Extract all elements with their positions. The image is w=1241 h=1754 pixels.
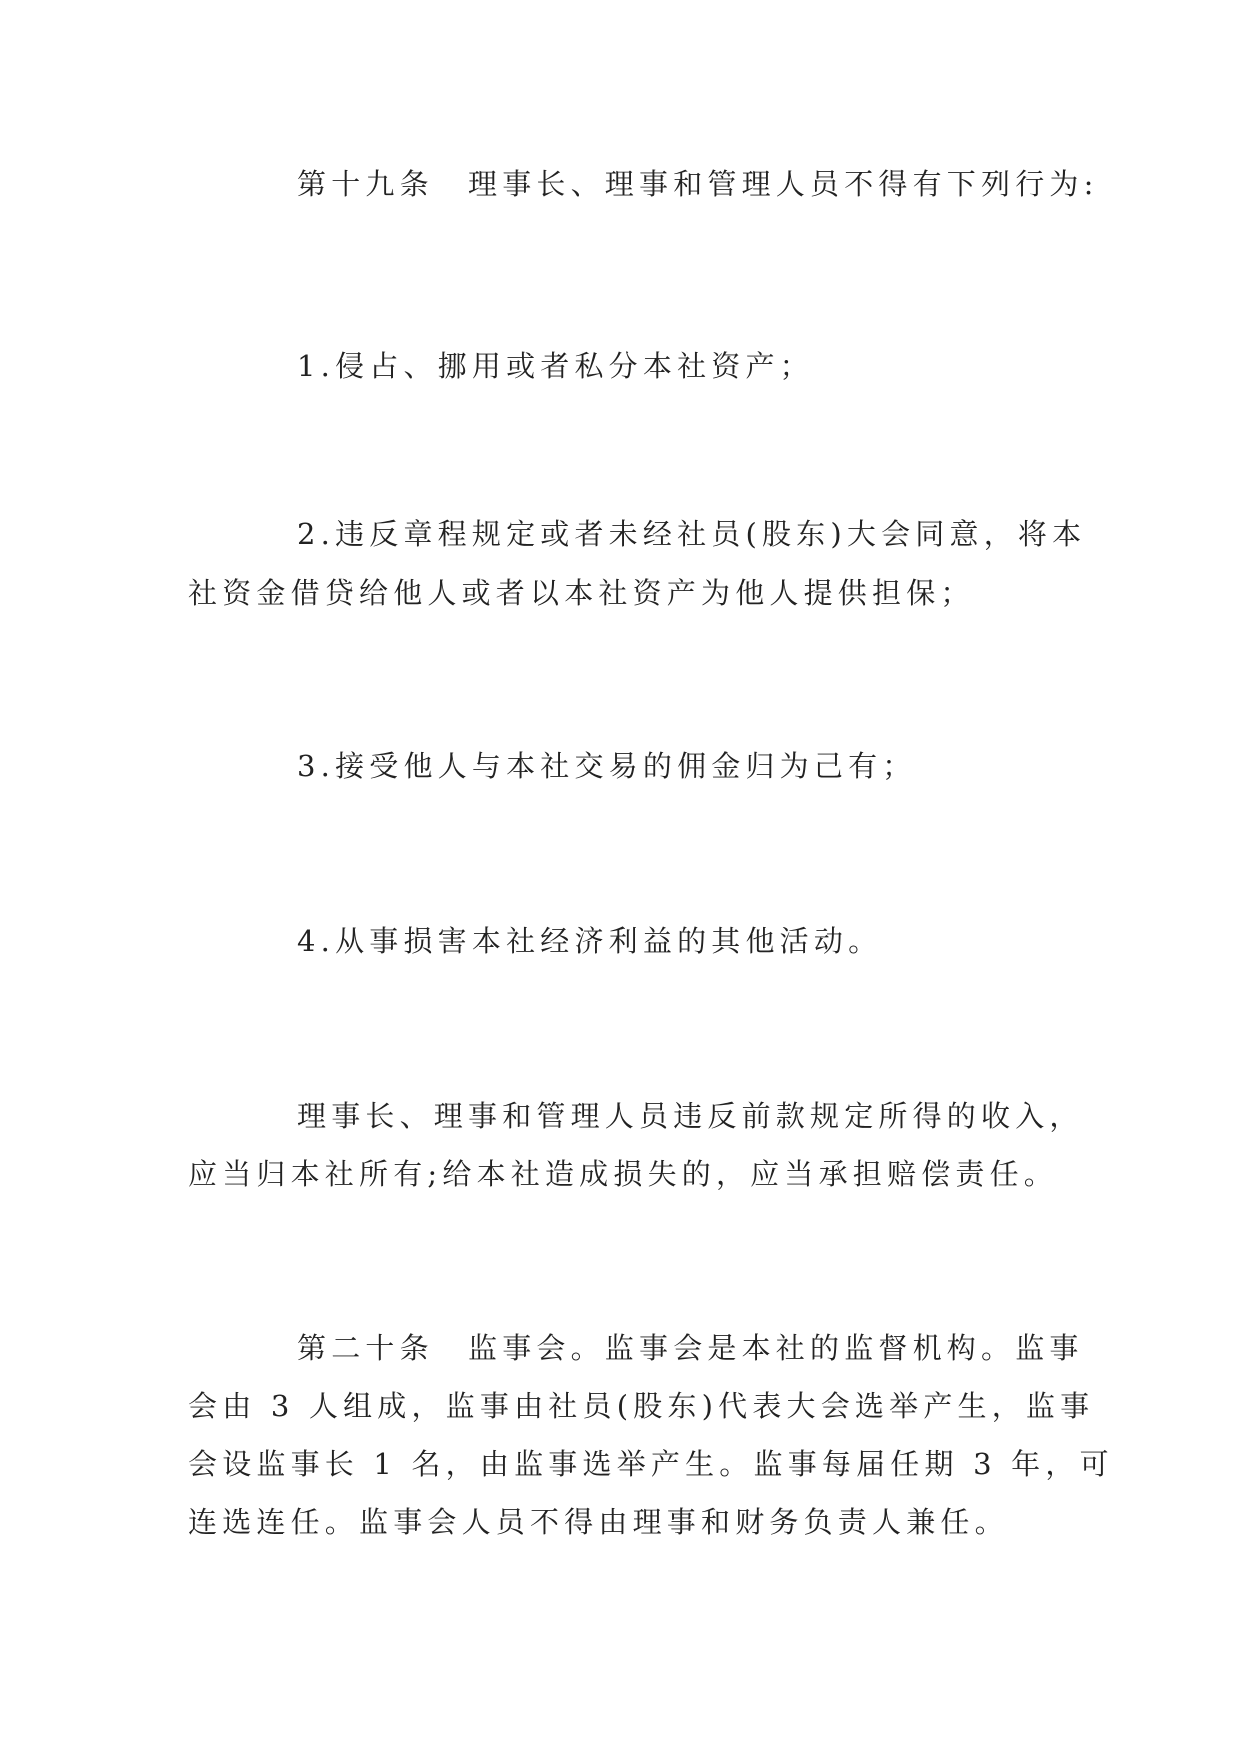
article-19-heading: 第十九条 理事长、理事和管理人员不得有下列行为: xyxy=(297,167,1099,201)
article-19-item-4: 4.从事损害本社经济利益的其他活动。 xyxy=(297,924,883,958)
article-19-item-2-continued: 社资金借贷给他人或者以本社资产为他人提供担保； xyxy=(188,576,975,610)
article-20-line-2: 会由 3 人组成，监事由社员(股东)代表大会选举产生，监事 xyxy=(188,1389,1095,1423)
article-19-item-1: 1.侵占、挪用或者私分本社资产； xyxy=(297,349,814,383)
article-19-consequence-line-2: 应当归本社所有;给本社造成损失的，应当承担赔偿责任。 xyxy=(188,1157,1058,1191)
article-19-item-3: 3.接受他人与本社交易的佣金归为己有； xyxy=(297,749,917,783)
article-20-line-4: 连选连任。监事会人员不得由理事和财务负责人兼任。 xyxy=(188,1505,1009,1539)
article-20-line-1: 第二十条 监事会。监事会是本社的监督机构。监事 xyxy=(297,1331,1084,1365)
article-19-item-2: 2.违反章程规定或者未经社员(股东)大会同意，将本 xyxy=(297,517,1087,551)
article-20-line-3: 会设监事长 1 名，由监事选举产生。监事每届任期 3 年，可 xyxy=(188,1447,1114,1481)
article-19-consequence-line-1: 理事长、理事和管理人员违反前款规定所得的收入， xyxy=(297,1099,1084,1133)
